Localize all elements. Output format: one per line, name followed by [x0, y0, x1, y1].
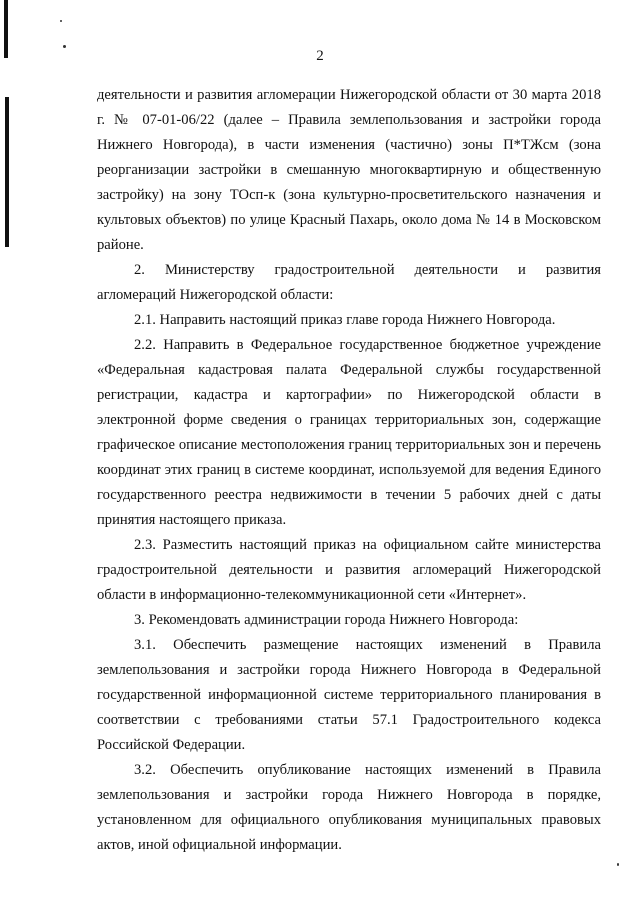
scan-speck: [617, 863, 619, 866]
paragraph-continuation: деятельности и развития агломерации Нижегородской области от 30 марта 2018 г. № 07-01-06/22 (далее – Правила землепользования и застройки города Нижнего Новгорода), в части изменения (частично) зоны П*ТЖсм (зона реорганизации застройки в смешанную многоквартирную и общественную застройку) на зону ТОсп-к (зона культурно-просветительского назначения и культовых объектов) по улице Красный Пахарь, около дома № 14 в Московском районе.: [97, 87, 601, 253]
scan-edge-mark: [5, 97, 9, 247]
page-number: 2: [316, 48, 324, 64]
document-body: [97, 83, 601, 858]
scan-speck: [60, 20, 62, 22]
paragraph-item-3-1: 3.1. Обеспечить размещение настоящих изменений в Правила землепользования и застройки города Нижнего Новгорода в Федеральной государственной информационной системе территориального планирования в соответствии с требованиями статьи 57.1 Градостроительного кодекса Российской Федерации.: [97, 637, 601, 753]
paragraph-item-2-2: 2.2. Направить в Федеральное государственное бюджетное учреждение «Федеральная кадастровая палата Федеральной службы государственной регистрации, кадастра и картографии» по Нижегородской области в электронной форме сведения о границах территориальных зон, содержащие графическое описание местоположения границ территориальных зон и перечень координат этих границ в системе координат, используемой для ведения Единого государственного реестра недвижимости в течении 5 рабочих дней с даты принятия настоящего приказа.: [97, 337, 601, 528]
paragraph-item-3: 3. Рекомендовать администрации города Нижнего Новгорода:: [134, 612, 519, 628]
paragraph-item-2: 2. Министерству градостроительной деятельности и развития агломераций Нижегородской области:: [97, 262, 601, 303]
paragraph-item-3-2: 3.2. Обеспечить опубликование настоящих изменений в Правила землепользования и застройки города Нижнего Новгорода в порядке, установленном для официального опубликования муниципальных правовых актов, иной официальной информации.: [97, 762, 601, 853]
paragraph-item-2-3: 2.3. Разместить настоящий приказ на официальном сайте министерства градостроительной деятельности и развития агломераций Нижегородской области в информационно-телекоммуникационной сети «Интернет».: [97, 537, 601, 603]
paragraph-item-2-1: 2.1. Направить настоящий приказ главе города Нижнего Новгорода.: [134, 312, 556, 328]
